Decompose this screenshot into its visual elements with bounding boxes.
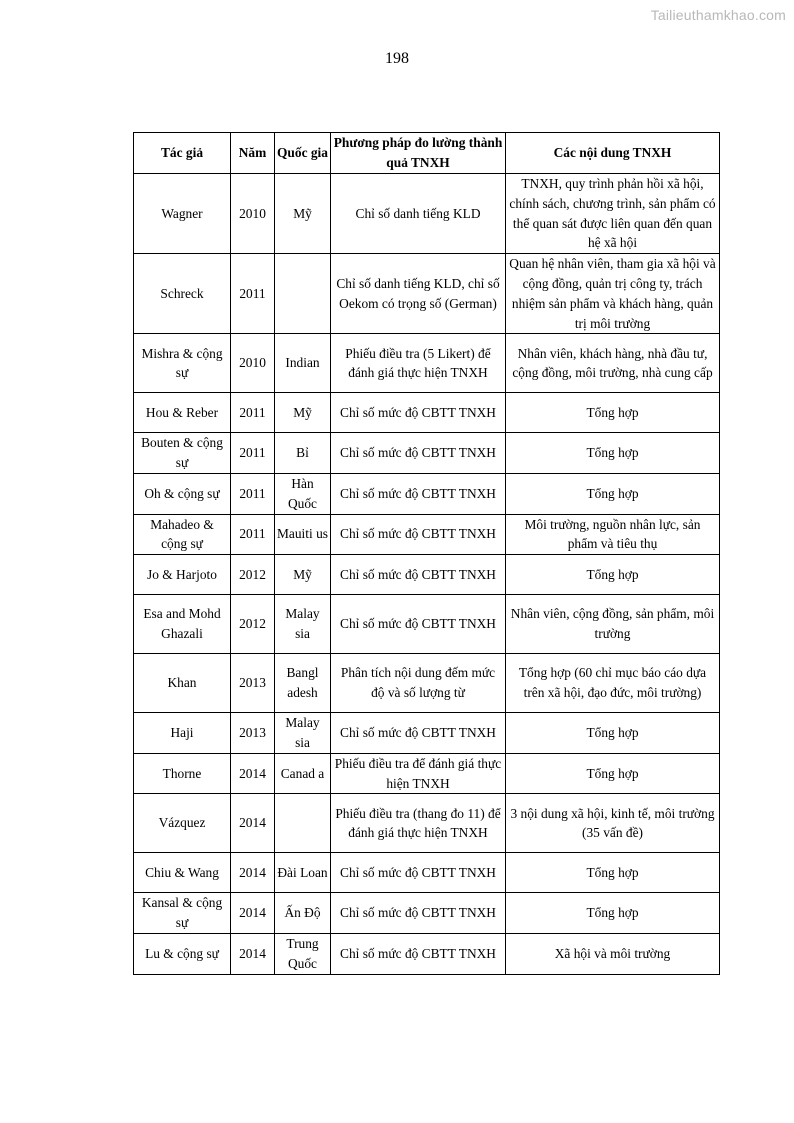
cell-content: 3 nội dung xã hội, kinh tế, môi trường (35 vấn đề) — [506, 794, 720, 853]
table-row — [134, 334, 720, 393]
cell-year: 2014 — [231, 933, 275, 974]
cell-method: Phiếu điều tra để đánh giá thực hiện TNXH — [331, 753, 506, 794]
table-row — [134, 654, 720, 713]
cell-year: 2011 — [231, 254, 275, 334]
cell-method: Phiếu điều tra (thang đo 11) để đánh giá thực hiện TNXH — [331, 794, 506, 853]
cell-year: 2014 — [231, 794, 275, 853]
cell-method: Chỉ số mức độ CBTT TNXH — [331, 893, 506, 934]
cell-author: Mishra & cộng sự — [134, 334, 231, 393]
cell-content: Tổng hợp — [506, 853, 720, 893]
cell-author: Vázquez — [134, 794, 231, 853]
cell-country: Bangl adesh — [275, 654, 331, 713]
table-header-row — [134, 133, 720, 174]
cell-content: Tổng hợp — [506, 753, 720, 794]
cell-year: 2010 — [231, 334, 275, 393]
cell-country: Malay sia — [275, 713, 331, 754]
cell-content: Môi trường, nguồn nhân lực, sản phẩm và tiêu thụ — [506, 514, 720, 555]
cell-method: Phân tích nội dung đếm mức độ và số lượng từ — [331, 654, 506, 713]
cell-method: Chỉ số danh tiếng KLD, chỉ số Oekom có trọng số (German) — [331, 254, 506, 334]
cell-method: Chỉ số mức độ CBTT TNXH — [331, 473, 506, 514]
cell-method: Chỉ số mức độ CBTT TNXH — [331, 514, 506, 555]
cell-year: 2011 — [231, 473, 275, 514]
cell-country: Mỹ — [275, 393, 331, 433]
table-row — [134, 393, 720, 433]
table-row — [134, 433, 720, 474]
table-row — [134, 853, 720, 893]
cell-author: Mahadeo & cộng sự — [134, 514, 231, 555]
cell-content: TNXH, quy trình phản hồi xã hội, chính sách, chương trình, sản phẩm có thể quan sát được liên quan đến quan hệ xã hội — [506, 174, 720, 254]
cell-content: Nhân viên, cộng đồng, sản phẩm, môi trường — [506, 595, 720, 654]
header-content: Các nội dung TNXH — [506, 133, 720, 174]
cell-content: Tổng hợp — [506, 555, 720, 595]
cell-method: Chỉ số mức độ CBTT TNXH — [331, 853, 506, 893]
cell-method: Chỉ số mức độ CBTT TNXH — [331, 393, 506, 433]
cell-country: Hàn Quốc — [275, 473, 331, 514]
cell-content: Tổng hợp (60 chỉ mục báo cáo dựa trên xã hội, đạo đức, môi trường) — [506, 654, 720, 713]
table-row — [134, 893, 720, 934]
cell-country: Mỹ — [275, 174, 331, 254]
cell-author: Lu & cộng sự — [134, 933, 231, 974]
cell-author: Esa and Mohd Ghazali — [134, 595, 231, 654]
cell-method: Chỉ số mức độ CBTT TNXH — [331, 713, 506, 754]
cell-year: 2011 — [231, 514, 275, 555]
cell-year: 2011 — [231, 393, 275, 433]
cell-year: 2011 — [231, 433, 275, 474]
cell-author: Schreck — [134, 254, 231, 334]
cell-content: Nhân viên, khách hàng, nhà đầu tư, cộng đồng, môi trường, nhà cung cấp — [506, 334, 720, 393]
cell-method: Chỉ số danh tiếng KLD — [331, 174, 506, 254]
page-number: 198 — [385, 50, 409, 67]
cell-content: Tổng hợp — [506, 393, 720, 433]
cell-content: Tổng hợp — [506, 433, 720, 474]
cell-author: Khan — [134, 654, 231, 713]
cell-method: Chỉ số mức độ CBTT TNXH — [331, 555, 506, 595]
table-row — [134, 473, 720, 514]
cell-author: Bouten & cộng sự — [134, 433, 231, 474]
cell-country: Ấn Độ — [275, 893, 331, 934]
table-row — [134, 595, 720, 654]
cell-year: 2012 — [231, 595, 275, 654]
cell-author: Wagner — [134, 174, 231, 254]
cell-content: Tổng hợp — [506, 473, 720, 514]
cell-author: Hou & Reber — [134, 393, 231, 433]
table-row — [134, 254, 720, 334]
cell-year: 2013 — [231, 654, 275, 713]
cell-country: Trung Quốc — [275, 933, 331, 974]
watermark: Tailieuthamkhao.com — [650, 7, 786, 23]
cell-year: 2014 — [231, 893, 275, 934]
cell-author: Thorne — [134, 753, 231, 794]
cell-year: 2014 — [231, 853, 275, 893]
table-row — [134, 753, 720, 794]
header-country: Quốc gia — [275, 133, 331, 174]
cell-content: Quan hệ nhân viên, tham gia xã hội và cộng đồng, quản trị công ty, trách nhiệm sản phẩm và khách hàng, quản trị môi trường — [506, 254, 720, 334]
cell-country: Đài Loan — [275, 853, 331, 893]
table-row — [134, 933, 720, 974]
cell-content: Xã hội và môi trường — [506, 933, 720, 974]
cell-year: 2014 — [231, 753, 275, 794]
cell-method: Chỉ số mức độ CBTT TNXH — [331, 595, 506, 654]
cell-method: Chỉ số mức độ CBTT TNXH — [331, 933, 506, 974]
cell-content: Tổng hợp — [506, 893, 720, 934]
header-year: Năm — [231, 133, 275, 174]
cell-year: 2013 — [231, 713, 275, 754]
cell-year: 2012 — [231, 555, 275, 595]
cell-country: Bỉ — [275, 433, 331, 474]
cell-country: Mauiti us — [275, 514, 331, 555]
csr-studies-table — [133, 132, 720, 975]
cell-method: Chỉ số mức độ CBTT TNXH — [331, 433, 506, 474]
cell-content: Tổng hợp — [506, 713, 720, 754]
table-row — [134, 713, 720, 754]
cell-country: Canad a — [275, 753, 331, 794]
table-row — [134, 794, 720, 853]
cell-country: Malay sia — [275, 595, 331, 654]
cell-author: Haji — [134, 713, 231, 754]
cell-method: Phiếu điều tra (5 Likert) để đánh giá thực hiện TNXH — [331, 334, 506, 393]
cell-country: Mỹ — [275, 555, 331, 595]
table-row — [134, 514, 720, 555]
cell-author: Chiu & Wang — [134, 853, 231, 893]
header-method: Phương pháp đo lường thành quả TNXH — [331, 133, 506, 174]
cell-author: Kansal & cộng sự — [134, 893, 231, 934]
cell-author: Jo & Harjoto — [134, 555, 231, 595]
cell-country — [275, 254, 331, 334]
table-row — [134, 555, 720, 595]
cell-country: Indian — [275, 334, 331, 393]
cell-country — [275, 794, 331, 853]
cell-author: Oh & cộng sự — [134, 473, 231, 514]
table-row — [134, 174, 720, 254]
header-author: Tác giả — [134, 133, 231, 174]
cell-year: 2010 — [231, 174, 275, 254]
